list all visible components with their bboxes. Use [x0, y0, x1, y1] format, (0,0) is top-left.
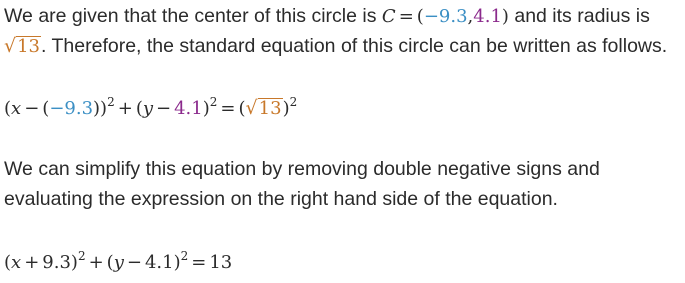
eq1-part-4: )	[202, 98, 210, 119]
standard-equation	[4, 96, 297, 121]
eq2-part-3: = 13	[191, 252, 233, 273]
intro-text-2: and its radius is	[508, 5, 650, 27]
eq1-radius-radicand: 13	[258, 98, 282, 119]
intro-line-2	[4, 32, 667, 61]
eq1-part-2: ))	[93, 98, 108, 119]
eq2-exponent-1: 2	[77, 249, 86, 263]
eq1-radius-sqrt	[246, 96, 283, 121]
eq1-part-6: )	[282, 98, 290, 119]
center-expression	[382, 6, 509, 27]
simplify-line-1: We can simplify this equation by removing double negative signs and	[4, 158, 600, 180]
center-close-paren: )	[501, 6, 509, 27]
eq2-part-2: + (y − 4.1)	[88, 252, 181, 273]
eq1-y-value: 4.1	[174, 98, 203, 119]
radius-radicand: 13	[17, 36, 41, 57]
eq1-exponent-3: 2	[289, 95, 298, 109]
eq1-x-value: −9.3	[49, 98, 94, 119]
intro-text-1: We are given that the center of this circle is	[4, 5, 382, 27]
eq1-exponent-1: 2	[107, 95, 115, 109]
eq2-part-1: (x + 9.3)	[4, 252, 78, 273]
eq1-exponent-2: 2	[209, 95, 218, 109]
center-variable: C	[381, 6, 396, 27]
eq2-exponent-2: 2	[180, 249, 189, 263]
center-x-value: −9.3	[423, 6, 468, 27]
center-open-paren: (	[416, 6, 424, 27]
sqrt-symbol: √	[4, 35, 17, 57]
eq1-sqrt-symbol: √	[245, 97, 258, 119]
intro-line-1	[4, 2, 650, 31]
center-y-value: 4.1	[473, 6, 502, 27]
simplify-line-2: evaluating the expression on the right hand side of the equation.	[4, 188, 558, 210]
eq1-part-5: = (	[220, 98, 246, 119]
eq1-part-1: (x − (	[4, 98, 50, 119]
simplified-equation	[4, 251, 232, 275]
intro-text-3: . Therefore, the standard equation of this circle can be written as follows.	[41, 35, 668, 57]
center-comma: ,	[467, 6, 474, 27]
radius-sqrt	[4, 32, 41, 61]
center-equals: =	[398, 6, 414, 27]
eq1-part-3: + (y −	[117, 98, 172, 119]
